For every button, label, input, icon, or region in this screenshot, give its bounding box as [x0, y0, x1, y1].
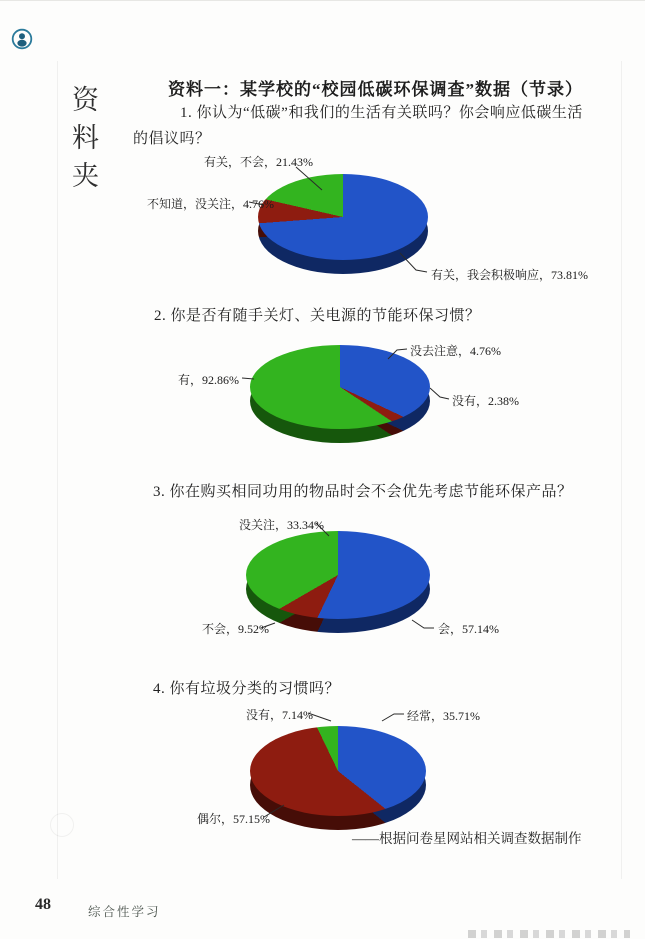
pie2-label-green: 有，92.86%	[178, 373, 239, 387]
cutoff-watermark	[468, 930, 630, 938]
page-number: 48	[35, 896, 51, 913]
pie-chart-2	[250, 345, 430, 429]
pie4-label-green: 没有，7.14%	[246, 708, 313, 722]
pie-chart-2-top	[250, 345, 430, 429]
question-3: 3. 你在购买相同功用的物品时会不会优先考虑节能环保产品？	[153, 484, 573, 500]
question-2: 2. 你是否有随手关灯、关电源的节能环保习惯？	[154, 308, 481, 324]
pie3-label-green: 没关注，33.34%	[239, 518, 324, 532]
pie-chart-1-top	[258, 174, 428, 260]
user-avatar-icon	[11, 28, 33, 50]
pie1-label-blue: 有关，我会积极响应，73.81%	[431, 268, 588, 282]
page-title: 资料一：某学校的“校园低碳环保调查”数据（节录）	[168, 80, 583, 99]
leader-line	[382, 714, 404, 721]
pie-chart-3-top	[246, 531, 430, 619]
pie4-label-red: 偶尔，57.15%	[197, 812, 270, 826]
pie1-label-green: 有关，不会，21.43%	[204, 155, 313, 169]
pie-chart-4-top	[250, 726, 426, 816]
page-right-edge-line	[621, 61, 622, 879]
leader-line	[430, 388, 449, 399]
question-1: 1. 你认为“低碳”和我们的生活有关联吗？你会响应低碳生活的倡议吗？	[133, 105, 583, 147]
source-note: ——根据问卷星网站相关调查数据制作	[352, 831, 582, 846]
pie3-label-blue: 会，57.14%	[438, 622, 499, 636]
pie-chart-3	[246, 531, 430, 619]
sidebar-vertical-label: 资料夹	[68, 85, 98, 199]
pie2-label-red: 没有，2.38%	[452, 394, 519, 408]
pie3-label-red: 不会，9.52%	[202, 622, 269, 636]
pie2-label-blue: 没去注意，4.76%	[410, 344, 501, 358]
leader-line	[412, 620, 434, 628]
pie1-label-red: 不知道，没关注，4.76%	[147, 197, 274, 211]
faint-stamp-mark	[50, 813, 74, 837]
pie-chart-1	[258, 174, 428, 260]
page-left-edge-line	[57, 61, 58, 879]
footer-section-label: 综合性学习	[88, 905, 161, 919]
question-4: 4. 你有垃圾分类的习惯吗？	[153, 681, 341, 697]
pie-chart-4	[250, 726, 426, 816]
pie4-label-blue: 经常，35.71%	[407, 709, 480, 723]
